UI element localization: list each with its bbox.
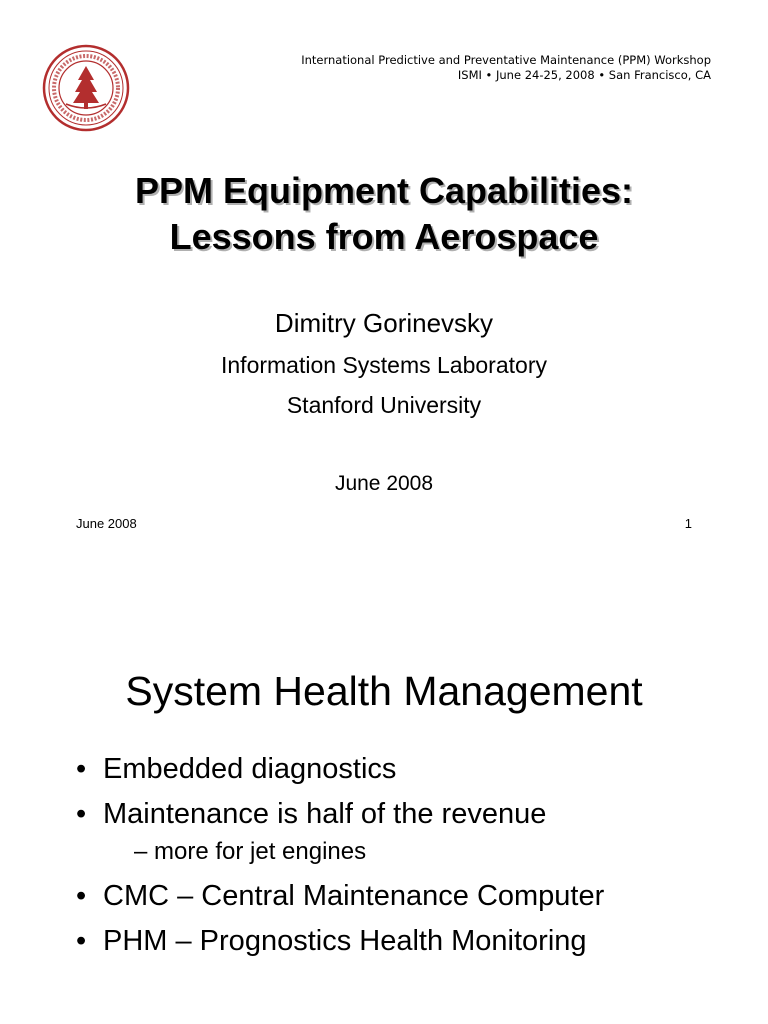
- title-line-1: PPM Equipment Capabilities:: [134, 170, 634, 211]
- bullet-icon: •: [76, 880, 87, 912]
- slide-title: System Health Management: [125, 668, 643, 714]
- affiliation-university: Stanford University: [286, 392, 482, 418]
- bullet-icon: •: [76, 753, 87, 785]
- list-item: [76, 751, 604, 787]
- bullet-icon: •: [76, 798, 87, 830]
- bullet-list: [76, 751, 604, 968]
- workshop-details: ISMI • June 24-25, 2008 • San Francisco, CA: [457, 68, 711, 82]
- presentation-date: June 2008: [334, 472, 434, 495]
- stanford-seal-icon: [36, 42, 136, 134]
- footer-date: June 2008: [76, 516, 137, 531]
- list-item: [76, 796, 604, 832]
- workshop-header: [301, 53, 711, 83]
- list-item-text: PHM – Prognostics Health Monitoring: [103, 925, 587, 957]
- list-item-text: CMC – Central Maintenance Computer: [103, 880, 605, 912]
- bullet-icon: •: [76, 925, 87, 957]
- page-number: 1: [684, 516, 692, 531]
- content-slide: [0, 545, 768, 1024]
- author-name: Dimitry Gorinevsky: [274, 308, 494, 338]
- sub-list-item: – more for jet engines: [134, 838, 367, 865]
- affiliation-lab: Information Systems Laboratory: [221, 352, 547, 378]
- workshop-title: International Predictive and Preventative Maintenance (PPM) Workshop: [301, 53, 711, 67]
- list-item: [76, 923, 604, 959]
- page-title: [0, 168, 768, 260]
- title-line-2: Lessons from Aerospace: [169, 216, 599, 257]
- list-item-text: Embedded diagnostics: [103, 753, 397, 785]
- list-item: [76, 878, 604, 914]
- list-item-text: Maintenance is half of the revenue: [103, 798, 547, 830]
